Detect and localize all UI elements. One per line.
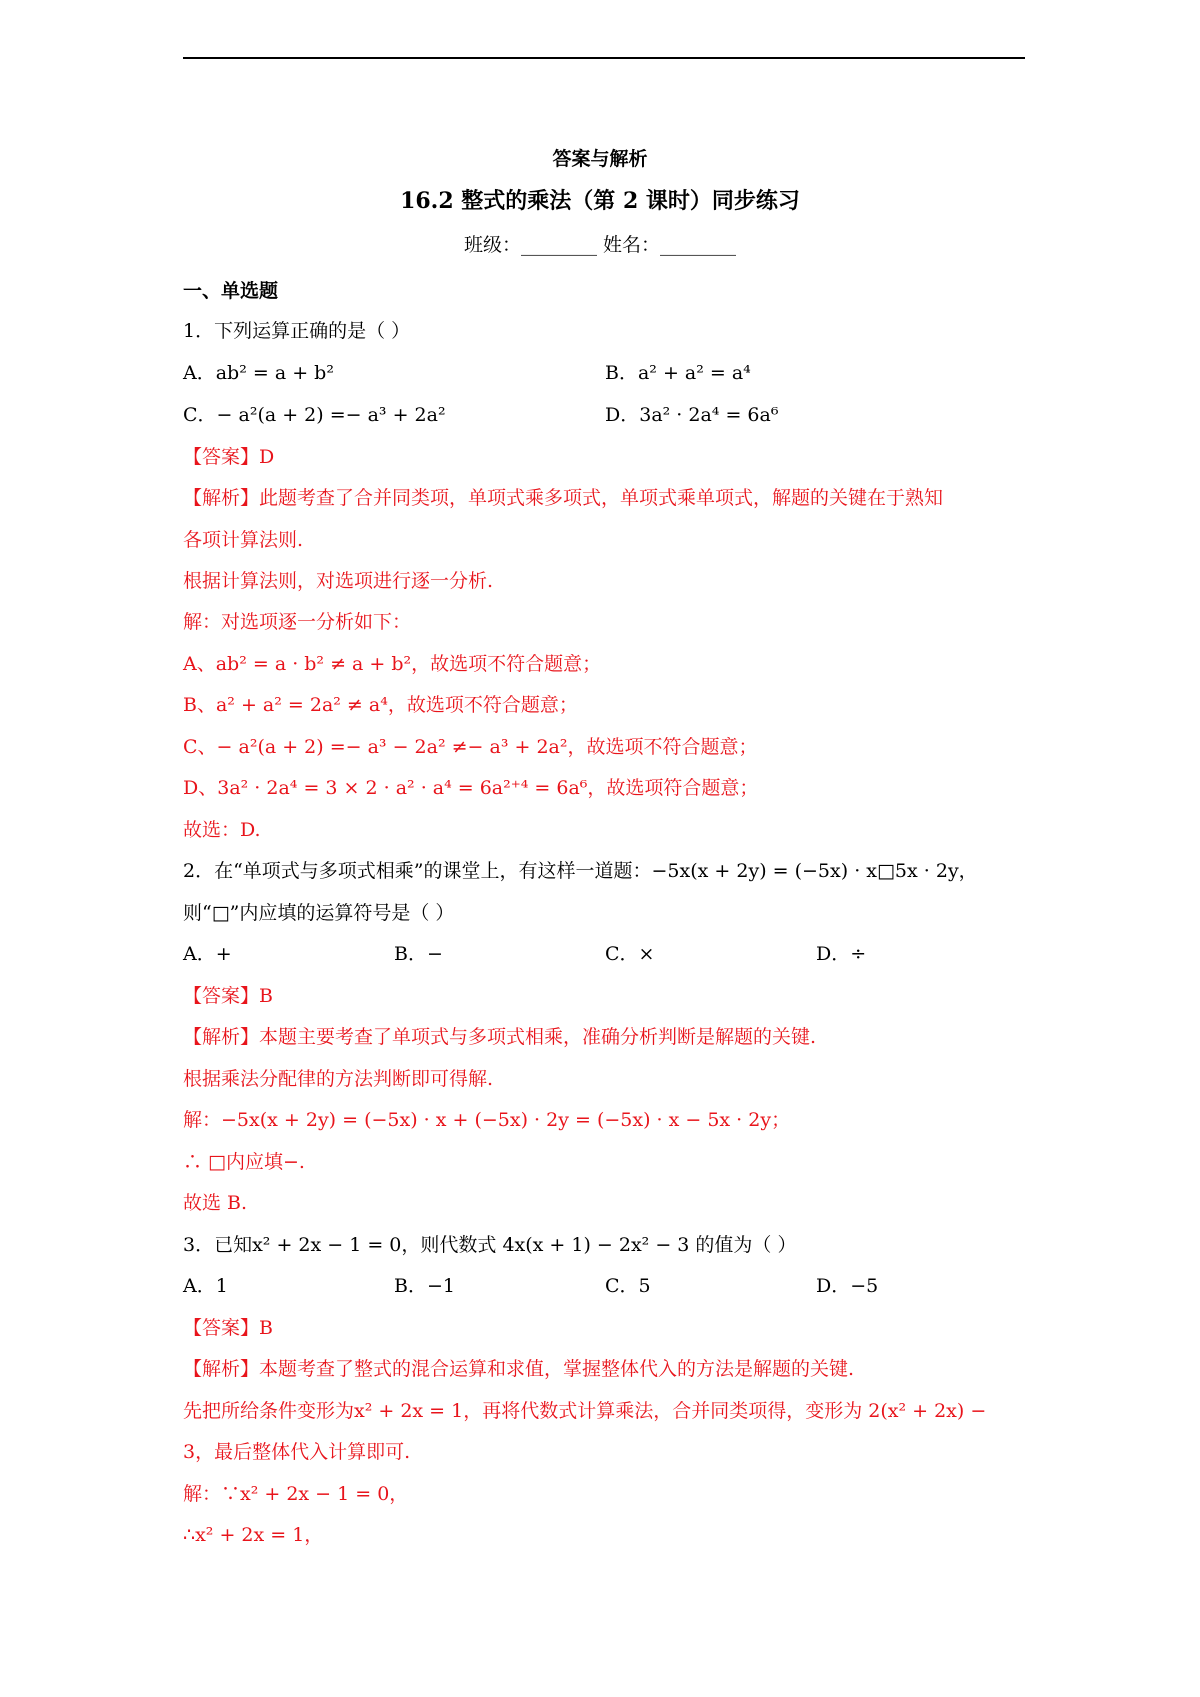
q3-answer: 【答案】B bbox=[183, 1317, 273, 1339]
q3-option-a: A．1 bbox=[183, 1275, 228, 1297]
q2-solution: 解：−5x(x + 2y) = (−5x) · x + (−5x) · 2y = (−5x) · x − 5x · 2y； bbox=[183, 1109, 791, 1131]
q1-solution-d: D、3a² · 2a⁴ = 3 × 2 · a² · a⁴ = 6a²⁺⁴ = 6a⁶，故选项符合题意； bbox=[183, 777, 759, 799]
q1-option-b: B．a² + a² = a⁴ bbox=[605, 362, 751, 384]
q1-conclusion: 故选：D. bbox=[183, 819, 261, 841]
q1-solution-a: A、ab² = a · b² ≠ a + b²，故选项不符合题意； bbox=[183, 653, 602, 675]
q3-therefore: ∴x² + 2x = 1， bbox=[183, 1524, 324, 1546]
answer-title: 答案与解析 bbox=[552, 148, 648, 170]
q2-answer: 【答案】B bbox=[183, 985, 273, 1007]
q1-analysis: 【解析】此题考查了合并同类项，单项式乘多项式，单项式乘单项式，解题的关键在于熟知 bbox=[183, 487, 944, 509]
q2-option-c: C．× bbox=[605, 943, 655, 965]
q2-therefore: ∴ □内应填−. bbox=[183, 1151, 305, 1173]
q1-solution-intro: 解：对选项逐一分析如下： bbox=[183, 611, 412, 633]
section-heading: 一、单选题 bbox=[183, 280, 279, 302]
q1-answer: 【答案】D bbox=[183, 446, 275, 468]
q3-method: 先把所给条件变形为x² + 2x = 1，再将代数式计算乘法，合并同类项得，变形为 2(x² + 2x) − bbox=[183, 1400, 987, 1422]
q1-option-c: C．− a²(a + 2) =− a³ + 2a² bbox=[183, 404, 446, 426]
header-rule bbox=[183, 57, 1025, 59]
q3-stem: 3．已知x² + 2x − 1 = 0，则代数式 4x(x + 1) − 2x² − 3 的值为（ ） bbox=[183, 1234, 797, 1256]
class-name-field: 班级：________ 姓名：________ bbox=[463, 234, 737, 256]
q1-option-d: D．3a² · 2a⁴ = 6a⁶ bbox=[605, 404, 779, 426]
q2-option-d: D．÷ bbox=[816, 943, 867, 965]
q1-solution-b: B、a² + a² = 2a² ≠ a⁴，故选项不符合题意； bbox=[183, 694, 578, 716]
q1-stem: 1．下列运算正确的是（ ） bbox=[183, 320, 411, 342]
q2-stem: 2．在“单项式与多项式相乘”的课堂上，有这样一道题：−5x(x + 2y) = (−5x) · x□5x · 2y， bbox=[183, 860, 978, 882]
q2-stem-cont: 则“□”内应填的运算符号是（ ） bbox=[183, 902, 455, 924]
q2-option-a: A．+ bbox=[183, 943, 232, 965]
q2-conclusion: 故选 B. bbox=[183, 1192, 248, 1214]
q3-option-b: B．−1 bbox=[394, 1275, 455, 1297]
q3-method-cont: 3，最后整体代入计算即可. bbox=[183, 1441, 411, 1463]
q3-solution: 解：∵x² + 2x − 1 = 0， bbox=[183, 1483, 409, 1505]
q1-method: 根据计算法则，对选项进行逐一分析. bbox=[183, 570, 494, 592]
q1-solution-c: C、− a²(a + 2) =− a³ − 2a² ≠− a³ + 2a²，故选项不符合题意； bbox=[183, 736, 758, 758]
q2-method: 根据乘法分配律的方法判断即可得解. bbox=[183, 1068, 494, 1090]
q3-option-d: D．−5 bbox=[816, 1275, 879, 1297]
q1-analysis-cont: 各项计算法则. bbox=[183, 529, 304, 551]
q1-option-a: A．ab² = a + b² bbox=[183, 362, 334, 384]
q3-option-c: C．5 bbox=[605, 1275, 651, 1297]
q2-analysis: 【解析】本题主要考查了单项式与多项式相乘，准确分析判断是解题的关键. bbox=[183, 1026, 817, 1048]
q2-option-b: B．− bbox=[394, 943, 443, 965]
page-title: 16.2 整式的乘法（第 2 课时）同步练习 bbox=[400, 188, 800, 214]
q3-analysis: 【解析】本题考查了整式的混合运算和求值，掌握整体代入的方法是解题的关键. bbox=[183, 1358, 855, 1380]
